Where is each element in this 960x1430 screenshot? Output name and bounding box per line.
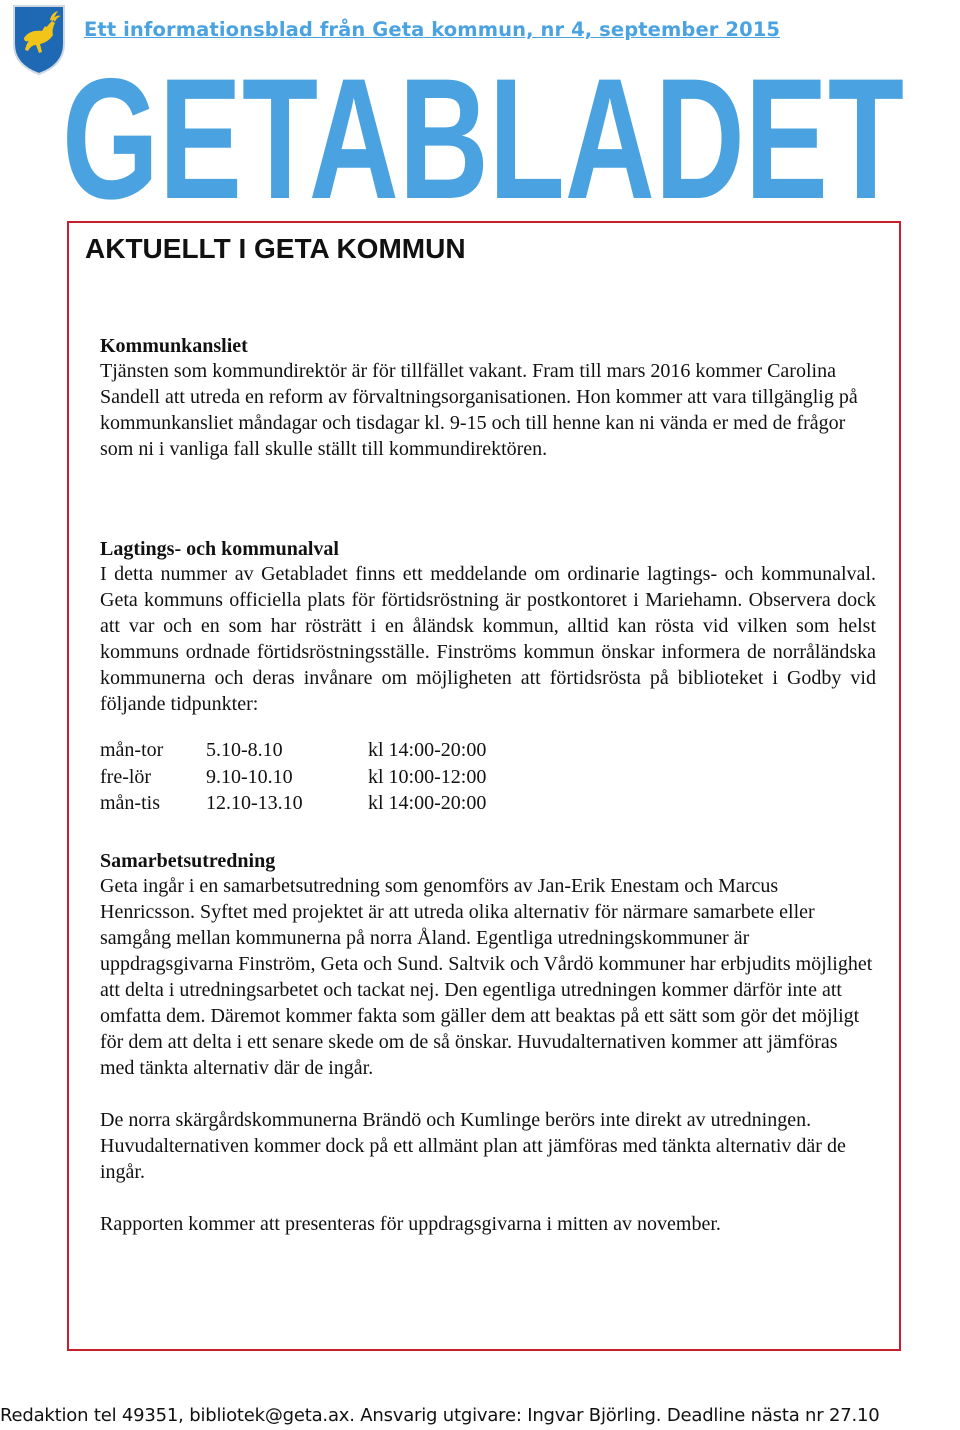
schedule-days: mån-tis — [100, 792, 160, 814]
schedule-dates: 9.10-10.10 — [206, 765, 293, 788]
schedule-dates: 5.10-8.10 — [206, 739, 283, 761]
schedule-dates: 12.10-13.10 — [206, 792, 303, 814]
schedule-row — [100, 790, 876, 817]
footer-credits: Redaktion tel 49351, bibliotek@geta.ax. Ansvarig utgivare: Ingvar Björling. Deadline nästa nr 27.10 — [0, 1405, 880, 1426]
section-body: Tjänsten som kommundirektör är för tillfället vakant. Fram till mars 2016 kommer Carolina Sandell att utreda en reform av förvaltningsorganisationen. Hon kommer att vara tillgänglig på kommunkansliet måndagar och tisdagar kl. 9-15 och till henne kan ni vända er med de frågor som ni i vanliga fall skulle ställt till kommundirektören. — [100, 360, 858, 460]
geta-coat-of-arms-icon — [12, 4, 66, 76]
news-box — [67, 221, 901, 1351]
voting-schedule — [100, 737, 876, 817]
section-body: De norra skärgårdskommunerna Brändö och Kumlinge berörs inte direkt av utredningen. Huvudalternativen kommer dock på ett allmänt plan att jämföras med tänkta alternativ där de ingår. — [100, 1109, 846, 1183]
section-heading: Lagtings- och kommunalval — [100, 538, 339, 560]
section-samarbete — [100, 850, 876, 1237]
schedule-row — [100, 737, 876, 764]
masthead-title — [62, 60, 922, 210]
schedule-time: kl 10:00-12:00 — [368, 765, 487, 788]
section-val — [100, 538, 876, 817]
section-heading: Kommunkansliet — [100, 335, 248, 357]
box-title: AKTUELLT I GETA KOMMUN — [85, 233, 466, 264]
section-body: Geta ingår i en samarbetsutredning som genomförs av Jan-Erik Enestam och Marcus Henricsson. Syftet med projektet är att utreda olika alternativ för närmare samarbete eller samgång mellan kommunerna på norra Åland. Egentliga utredningskommuner är uppdragsgivarna Finström, Geta och Sund. Saltvik och Vårdö kommuner har erbjudits möjlighet att delta i utredningsarbetet och tackat nej. Den egentliga utredningen kommer därför inte att omfatta dem. Däremot kommer fakta som gäller dem att beaktas på ett sätt som gör det möjligt för dem att delta i ett senare skede om de så önskar. Huvudalternativen kommer att jämföras med tänkta alternativ där de ingår. — [100, 875, 873, 1079]
schedule-time: kl 14:00-20:00 — [368, 792, 487, 814]
schedule-days: mån-tor — [100, 739, 164, 761]
issue-tagline: Ett informationsblad från Geta kommun, nr 4, september 2015 — [84, 18, 781, 41]
schedule-time: kl 14:00-20:00 — [368, 739, 487, 761]
section-body: Rapporten kommer att presenteras för uppdragsgivarna i mitten av november. — [100, 1213, 721, 1235]
masthead-text: GETABLADET — [62, 60, 904, 210]
section-kommunkansliet — [100, 335, 876, 462]
schedule-days: fre-lör — [100, 765, 152, 788]
section-body: I detta nummer av Getabladet finns ett meddelande om ordinarie lagtings- och kommunalval. Geta kommuns officiella plats för förtidsröstning är postkontoret i Mariehamn. Observera dock att var och en som har rösträtt i en åländsk kommun, alltid kan rösta vid vilken som helst kommuns ordnade förtidsröstningsställe. Finströms kommun önskar informera de norråländska kommunerna och deras invånare om möjligheten att förtidsrösta på biblioteket i Godby vid följande tidpunkter: — [100, 563, 876, 715]
schedule-row — [100, 764, 876, 791]
section-heading: Samarbetsutredning — [100, 850, 276, 872]
